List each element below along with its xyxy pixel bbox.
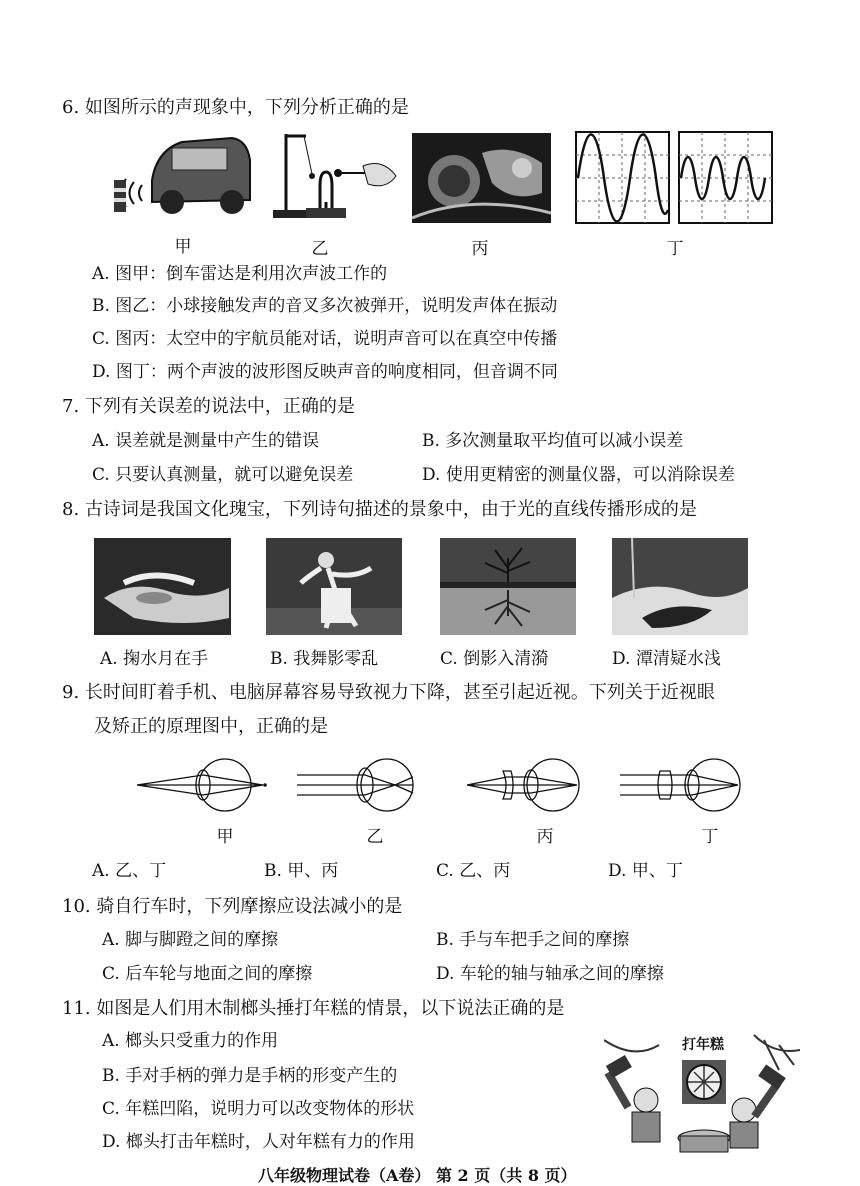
- question-8-stem: 8. 古诗词是我国文化瑰宝，下列诗句描述的景象中，由于光的直线传播形成的是: [62, 499, 697, 520]
- question-7-stem: 7. 下列有关误差的说法中，正确的是: [62, 396, 355, 417]
- rice-cake-pounding-figure: [604, 1030, 800, 1155]
- eye-diagram-jia: [135, 755, 275, 815]
- question-8-option-a: A. 掬水月在手: [100, 649, 209, 669]
- figure-caption-ding: 丁: [666, 239, 684, 259]
- question-6-option-b: B. 图乙：小球接触发声的音叉多次被弹开，说明发声体在振动: [92, 296, 558, 316]
- eye-diagram-yi: [295, 755, 425, 815]
- question-7-option-a: A. 误差就是测量中产生的错误: [92, 431, 320, 451]
- question-8-option-c: C. 倒影入清漪: [440, 649, 549, 669]
- question-10-option-d: D. 车轮的轴与轴承之间的摩擦: [436, 964, 664, 984]
- figure-caption-jia: 甲: [174, 237, 192, 257]
- question-6-option-d: D. 图丁：两个声波的波形图反映声音的响度相同，但音调不同: [92, 362, 558, 382]
- question-7-option-d: D. 使用更精密的测量仪器，可以消除误差: [422, 465, 735, 485]
- question-9-stem-line2: 及矫正的原理图中，正确的是: [94, 716, 328, 737]
- car-radar-figure: [112, 130, 252, 220]
- question-8-option-b: B. 我舞影零乱: [270, 649, 379, 669]
- question-7-option-c: C. 只要认真测量，就可以避免误差: [92, 465, 354, 485]
- eye-diagram-ding: [618, 755, 748, 815]
- question-11-option-b: B. 手对手柄的弹力是手柄的形变产生的: [102, 1066, 398, 1086]
- question-9-option-b: B. 甲、丙: [264, 861, 339, 881]
- figure-caption-bing: 丙: [471, 239, 489, 259]
- space-astronaut-photo: [412, 133, 551, 223]
- question-9-option-c: C. 乙、丙: [436, 861, 511, 881]
- question-11-stem: 11. 如图是人们用木制榔头捶打年糕的情景，以下说法正确的是: [62, 998, 565, 1019]
- question-9-option-d: D. 甲、丁: [608, 861, 683, 881]
- question-9-option-a: A. 乙、丁: [92, 861, 167, 881]
- question-11-option-c: C. 年糕凹陷，说明力可以改变物体的形状: [102, 1099, 415, 1119]
- question-11-option-a: A. 榔头只受重力的作用: [102, 1031, 279, 1051]
- question-10-stem: 10. 骑自行车时，下列摩擦应设法减小的是: [62, 896, 403, 917]
- eye-diagram-bing: [465, 755, 595, 815]
- dancer-shadow-photo: [266, 538, 402, 635]
- eye-caption-jia: 甲: [216, 827, 234, 847]
- question-7-option-b: B. 多次测量取平均值可以减小误差: [422, 431, 684, 451]
- rice-cake-figure-title: 打年糕: [682, 1037, 724, 1053]
- tree-reflection-photo: [440, 538, 576, 635]
- question-11-option-d: D. 榔头打击年糕时，人对年糕有力的作用: [102, 1132, 415, 1152]
- question-6-option-a: A. 图甲：倒车雷达是利用次声波工作的: [92, 264, 388, 284]
- question-6-option-c: C. 图丙：太空中的宇航员能对话，说明声音可以在真空中传播: [92, 329, 558, 349]
- page-footer: 八年级物理试卷（A卷） 第 2 页（共 8 页）: [258, 1166, 577, 1185]
- question-6-stem: 6. 如图所示的声现象中，下列分析正确的是: [62, 97, 409, 118]
- tuning-fork-figure: [268, 128, 398, 223]
- question-10-option-b: B. 手与车把手之间的摩擦: [436, 930, 630, 950]
- hands-water-photo: [94, 538, 231, 635]
- question-10-option-a: A. 脚与脚蹬之间的摩擦: [102, 930, 279, 950]
- question-8-option-d: D. 潭清疑水浅: [612, 649, 721, 669]
- figure-caption-yi: 乙: [311, 239, 329, 259]
- eye-caption-bing: 丙: [536, 827, 554, 847]
- eye-caption-yi: 乙: [366, 827, 384, 847]
- clear-pond-photo: [612, 538, 748, 635]
- waveform-figure: [574, 130, 774, 225]
- question-9-stem-line1: 9. 长时间盯着手机、电脑屏幕容易导致视力下降，甚至引起近视。下列关于近视眼: [62, 682, 715, 703]
- question-10-option-c: C. 后车轮与地面之间的摩擦: [102, 964, 313, 984]
- eye-caption-ding: 丁: [701, 827, 719, 847]
